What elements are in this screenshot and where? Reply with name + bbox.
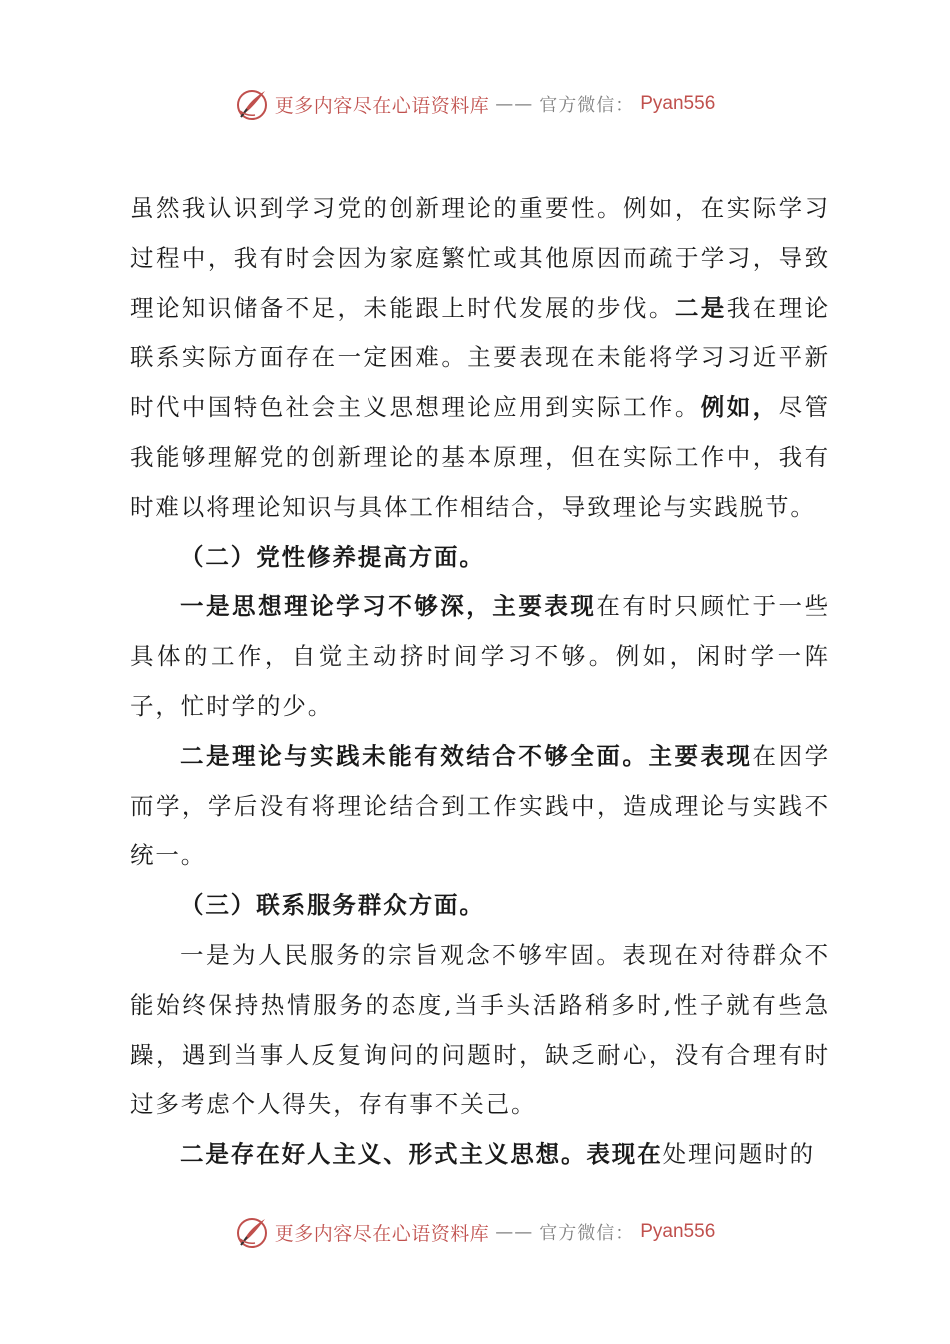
bold-run: 二是存在好人主义、形式主义思想。表现在 [180, 1140, 663, 1169]
watermark-separator: —— [495, 93, 534, 115]
section3-item-1: 一是为人民服务的宗旨观念不够牢固。表现在对待群众不能始终保持热情服务的态度,当手头活路稍多时,性子就有些急躁，遇到当事人反复询问的问题时，缺乏耐心，没有合理有时过多考虑个人得失，存有事不关己。 [130, 940, 830, 1119]
paragraph-continuation [130, 184, 830, 533]
bold-run: 一是思想理论学习不够深，主要表现 [180, 592, 597, 621]
watermark-brand: 更多内容尽在心语资料库 [274, 1222, 490, 1245]
document-body [130, 184, 830, 1180]
bold-run: 二是 [674, 293, 727, 322]
bold-run: 二是理论与实践未能有效结合不够全面。主要表现 [180, 741, 753, 770]
text-run: 在有时只顾忙于一些具体的工作，自觉主动挤时间学习不够。例如，闲时学一阵子，忙时学的少。 [130, 592, 830, 720]
section2-item-1 [130, 582, 830, 731]
section3-item-2 [130, 1130, 830, 1180]
section-heading-3: （三）联系服务群众方面。 [180, 891, 485, 920]
watermark-label: 官方微信： [539, 95, 635, 116]
watermark-footer [0, 1212, 950, 1252]
text-run: 在因学而学，学后没有将理论结合到工作实践中，造成理论与实践不统一。 [130, 741, 830, 870]
watermark-separator: —— [495, 1221, 534, 1243]
section2-item-2 [130, 732, 830, 881]
watermark-wechat-id: Pyan556 [640, 1221, 716, 1242]
watermark-wechat-id: Pyan556 [640, 93, 716, 114]
bold-run: 例如， [700, 393, 779, 422]
text-run: 我在理论联系实际方面存在一定困难。主要表现在未能将学习习近平新时代中国特色社会主义思想理论应用到实际工作。 [130, 293, 830, 422]
text-run: 虽然我认识到学习党的创新理论的重要性。例如，在实际学习过程中，我有时会因为家庭繁忙或其他原因而疏于学习，导致理论知识储备不足，未能跟上时代发展的步伐。 [130, 194, 830, 322]
watermark-label: 官方微信： [539, 1223, 635, 1244]
watermark-brand: 更多内容尽在心语资料库 [274, 94, 490, 117]
text-run: 尽管我能够理解党的创新理论的基本原理，但在实际工作中，我有时难以将理论知识与具体工作相结合，导致理论与实践脱节。 [130, 393, 830, 521]
watermark-header [0, 84, 950, 124]
quill-logo-icon [235, 87, 269, 121]
quill-logo-icon [235, 1215, 269, 1249]
section-heading-2: （二）党性修养提高方面。 [180, 542, 485, 571]
text-run: 处理问题时的 [662, 1140, 816, 1169]
